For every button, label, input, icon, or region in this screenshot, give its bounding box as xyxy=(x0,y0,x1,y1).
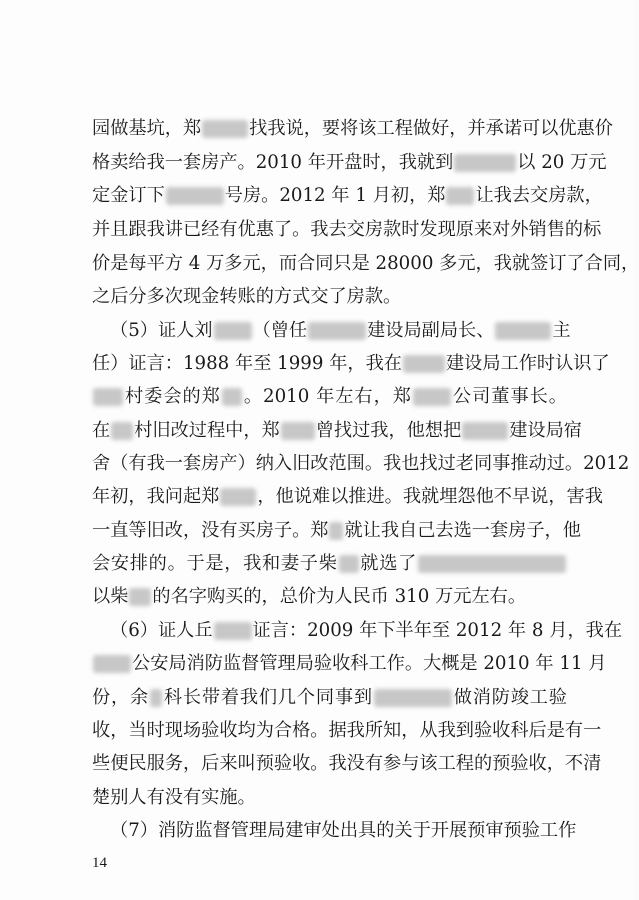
redaction-blur xyxy=(329,522,343,540)
text-segment: 的名字购买的，总价为人民币 310 万元左右。 xyxy=(152,586,527,607)
redaction-blur xyxy=(111,422,133,440)
redaction-blur xyxy=(214,322,252,340)
redaction-blur xyxy=(93,655,131,673)
text-line xyxy=(110,319,571,343)
text-line xyxy=(92,519,581,543)
text-segment: ，他说难以推进。我就埋怨他不早说，害我 xyxy=(257,486,603,507)
text-segment: （5）证人刘 xyxy=(110,320,213,341)
text-line xyxy=(92,652,607,676)
text-segment: 份，余 xyxy=(92,687,150,708)
text-segment: 之后分多次现金转账的方式交了房款。 xyxy=(92,286,402,307)
text-segment: 以柴 xyxy=(92,586,129,607)
text-segment: 公安局消防监督管理局验收科工作。大概是 2010 年 11 月 xyxy=(132,653,607,674)
page-number: 14 xyxy=(92,855,107,871)
redaction-blur xyxy=(129,588,151,606)
text-segment: 证言：2009 年下半年至 2012 年 8 月，我在 xyxy=(252,620,623,641)
text-line xyxy=(92,786,567,810)
text-segment: 以 20 万元 xyxy=(517,152,607,173)
text-segment: 建设局工作时认识了 xyxy=(445,353,610,374)
redaction-blur xyxy=(462,422,508,440)
text-segment: 做消防竣工验 xyxy=(452,687,567,708)
text-segment: 任）证言：1988 年至 1999 年，我在 xyxy=(92,353,402,374)
text-segment: 科长带着我们几个同事到 xyxy=(163,687,373,708)
redaction-blur xyxy=(308,322,366,340)
text-line xyxy=(92,117,613,141)
text-segment: 会安排的。于是，我和妻子柴 xyxy=(92,553,338,574)
text-segment: 舍（有我一套房产）纳入旧改范围。我也找过老同事推动过。2012 xyxy=(92,453,630,474)
text-segment: 就让我自己去选一套房子，他 xyxy=(344,520,581,541)
redaction-blur xyxy=(403,355,445,373)
text-segment: 让我去交房款， xyxy=(475,185,603,206)
redaction-blur xyxy=(418,555,566,573)
text-segment: 村委会的郑 xyxy=(124,386,221,407)
text-segment: 楚别人有没有实施。 xyxy=(92,787,256,808)
redaction-blur xyxy=(446,187,474,205)
text-segment: 些便民服务，后来叫预验收。我没有参与该工程的预验收，不清 xyxy=(92,753,602,774)
text-segment: 建设局宿 xyxy=(509,420,582,441)
text-line xyxy=(92,719,602,743)
redaction-blur xyxy=(166,187,224,205)
text-segment: 价是每平方 4 万多元，而合同只是 28000 多元，我就签订了合同， xyxy=(92,253,639,274)
text-segment: （6）证人丘 xyxy=(110,620,213,641)
text-segment: 年初，我问起郑 xyxy=(92,486,220,507)
text-segment: 在 xyxy=(92,420,111,441)
text-line xyxy=(92,452,630,476)
redaction-blur xyxy=(220,488,256,506)
text-segment: 主 xyxy=(552,320,571,341)
text-line xyxy=(92,151,607,175)
text-line xyxy=(92,385,567,409)
text-segment: 找我说，要将该工程做好，并承诺可以优惠价 xyxy=(249,118,613,139)
text-segment: 一直等旧改，没有买房子。郑 xyxy=(92,520,329,541)
text-line xyxy=(92,184,603,208)
text-segment: 就选了 xyxy=(359,553,417,574)
text-line xyxy=(92,218,602,242)
redaction-blur xyxy=(93,388,123,406)
redaction-blur xyxy=(222,388,242,406)
redaction-blur xyxy=(454,154,516,172)
text-line xyxy=(110,819,577,843)
text-line xyxy=(92,285,567,309)
text-segment: 收，当时现场验收均为合格。据我所知，从我到验收科后是有一 xyxy=(92,720,602,741)
text-segment: （曾任 xyxy=(252,320,308,341)
text-segment: 建设局副局长、 xyxy=(367,320,495,341)
redaction-blur xyxy=(339,555,359,573)
text-segment: 号房。2012 年 1 月初，郑 xyxy=(224,185,446,206)
redaction-blur xyxy=(281,422,315,440)
text-line xyxy=(92,352,610,376)
text-segment: 定金订下 xyxy=(92,185,165,206)
redaction-blur xyxy=(214,622,252,640)
text-line xyxy=(92,552,567,576)
text-segment: 公司董事长。 xyxy=(451,386,567,407)
redaction-blur xyxy=(150,689,162,707)
text-segment: 园做基坑，郑 xyxy=(92,118,202,139)
text-segment: 村旧改过程中，郑 xyxy=(134,420,280,441)
text-line xyxy=(92,252,639,276)
text-segment: （7）消防监督管理局建审处出具的关于开展预审预验工作 xyxy=(110,820,577,841)
redaction-blur xyxy=(374,689,452,707)
text-line xyxy=(92,752,602,776)
text-line xyxy=(92,686,567,710)
redaction-blur xyxy=(413,388,451,406)
text-segment: 格卖给我一套房产。2010 年开盘时，我就到 xyxy=(92,152,454,173)
text-line xyxy=(110,619,623,643)
text-line xyxy=(92,485,603,509)
redaction-blur xyxy=(202,120,248,138)
redaction-blur xyxy=(495,322,551,340)
text-segment: 曾找过我，他想把 xyxy=(315,420,462,441)
text-line xyxy=(92,419,582,443)
text-line xyxy=(92,585,567,609)
text-segment: 。2010 年左右，郑 xyxy=(242,386,412,407)
text-segment: 并且跟我讲已经有优惠了。我去交房款时发现原来对外销售的标 xyxy=(92,219,602,240)
